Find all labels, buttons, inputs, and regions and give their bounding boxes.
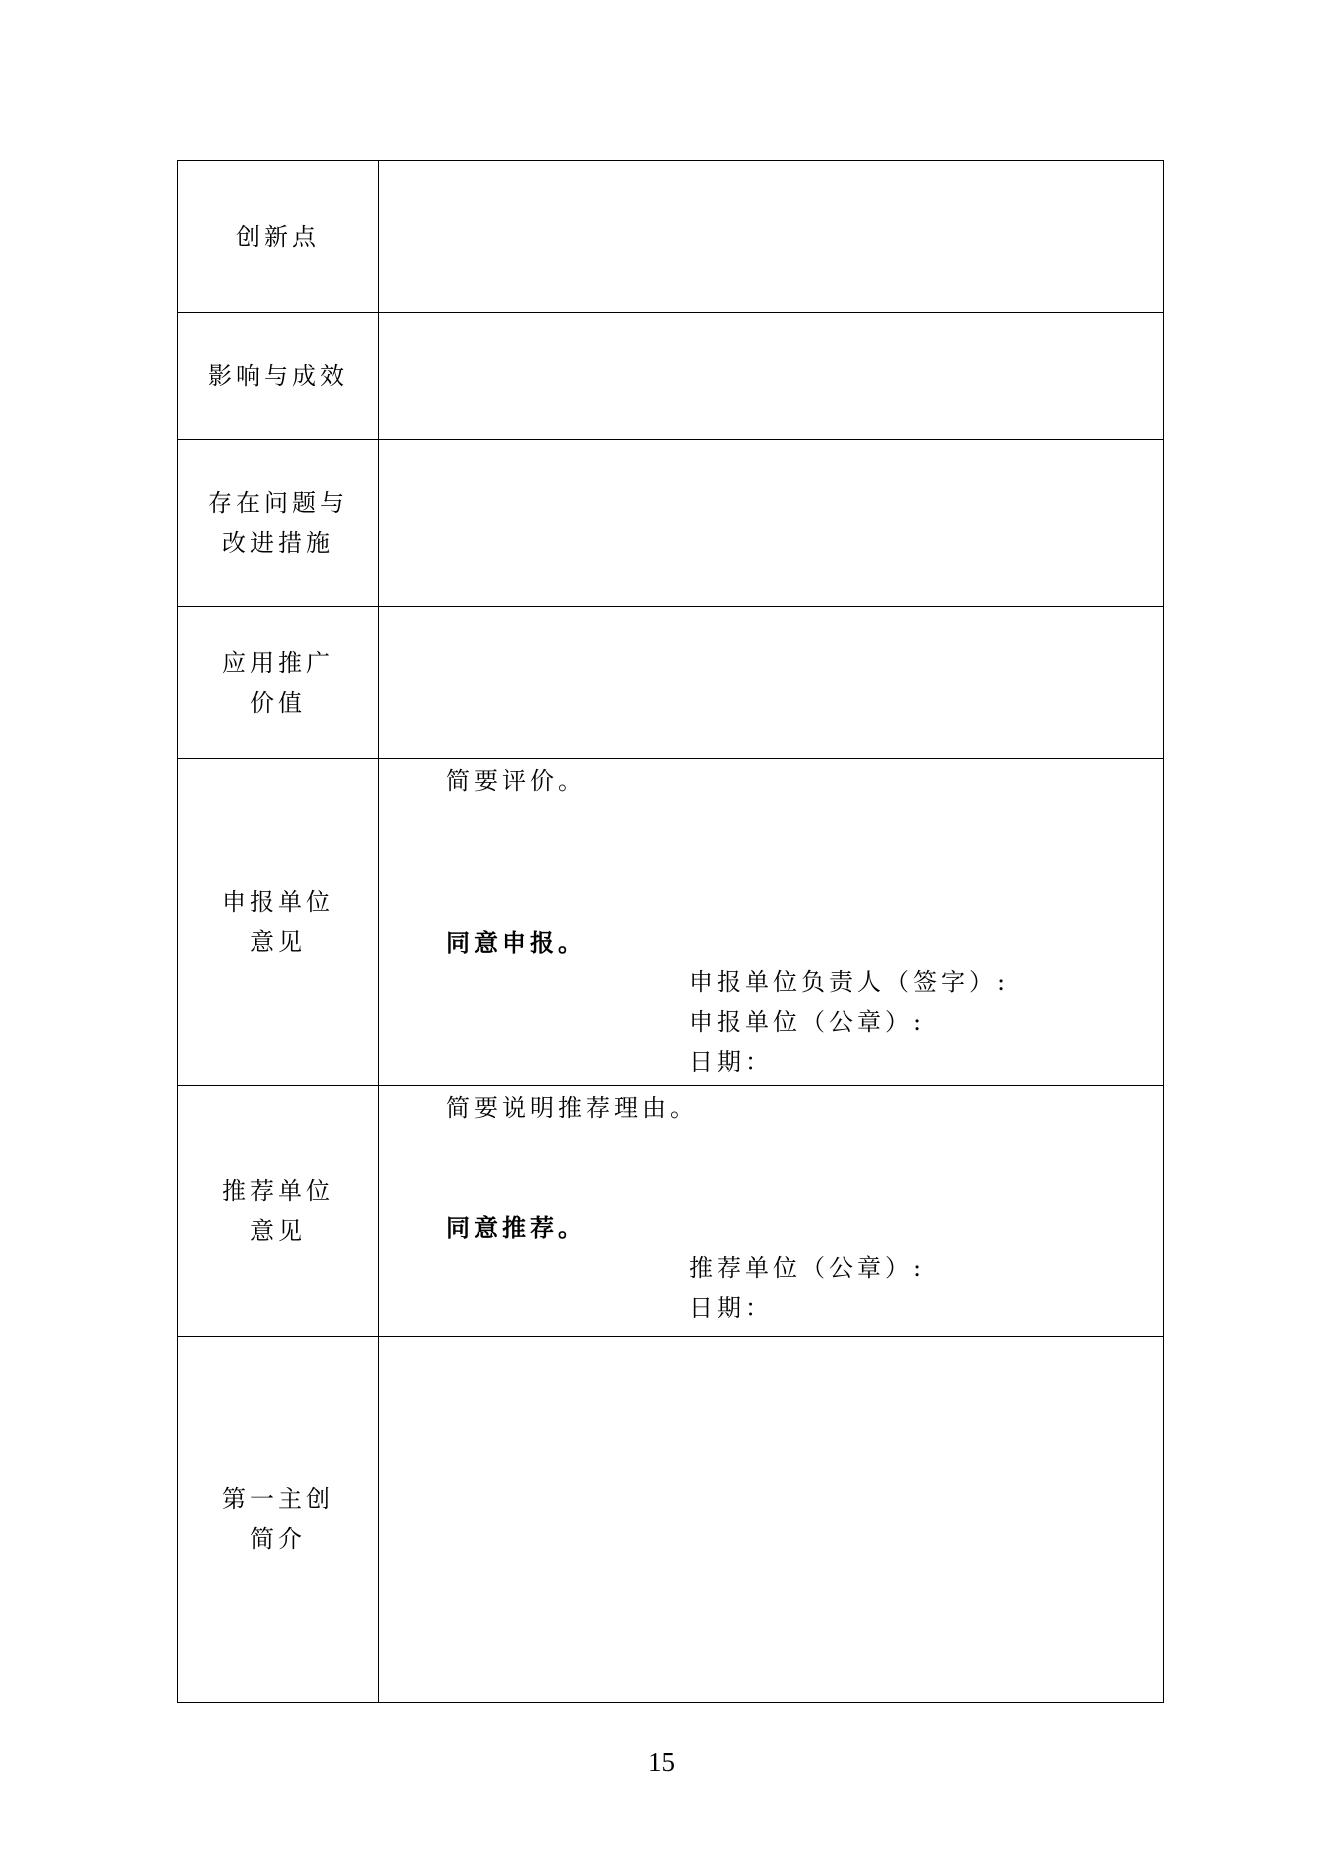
recommender-date: 日期： xyxy=(689,1293,773,1322)
content-promotion-value[interactable] xyxy=(379,607,1164,759)
label-promotion-value xyxy=(178,607,379,759)
content-applicant-opinion[interactable] xyxy=(379,759,1164,1085)
label-line: 意见 xyxy=(250,1216,306,1245)
applicant-signer: 申报单位负责人（签字）: xyxy=(689,968,1010,997)
recommender-prompt: 简要说明推荐理由。 xyxy=(446,1093,698,1122)
content-problems[interactable] xyxy=(379,440,1164,607)
label-applicant-opinion xyxy=(178,759,379,1085)
row-lead-creator xyxy=(178,1336,1164,1702)
content-lead-creator[interactable] xyxy=(379,1336,1164,1702)
row-impact xyxy=(178,313,1164,440)
label-line: 改进措施 xyxy=(222,529,334,558)
label-line: 申报单位 xyxy=(222,887,334,916)
applicant-date: 日期： xyxy=(689,1048,773,1077)
label-line: 创新点 xyxy=(236,222,320,251)
label-line: 意见 xyxy=(250,927,306,956)
content-recommender-opinion[interactable] xyxy=(379,1085,1164,1336)
label-problems xyxy=(178,440,379,607)
recommender-seal: 推荐单位（公章）: xyxy=(689,1253,926,1282)
label-line: 推荐单位 xyxy=(222,1176,334,1205)
label-line: 第一主创 xyxy=(222,1485,334,1514)
row-problems xyxy=(178,440,1164,607)
page-number: 15 xyxy=(648,1747,675,1777)
content-impact[interactable] xyxy=(379,313,1164,440)
label-impact xyxy=(178,313,379,440)
row-applicant-opinion xyxy=(178,759,1164,1085)
row-recommender-opinion xyxy=(178,1085,1164,1336)
recommender-agree: 同意推荐。 xyxy=(446,1212,586,1242)
label-line: 应用推广 xyxy=(222,648,334,677)
row-innovation xyxy=(178,161,1164,313)
label-recommender-opinion xyxy=(178,1085,379,1336)
application-form-table xyxy=(177,160,1164,1703)
row-promotion-value xyxy=(178,607,1164,759)
applicant-agree: 同意申报。 xyxy=(446,928,586,958)
content-innovation[interactable] xyxy=(379,161,1164,313)
applicant-prompt: 简要评价。 xyxy=(446,767,586,796)
applicant-seal: 申报单位（公章）: xyxy=(689,1008,926,1037)
label-line: 存在问题与 xyxy=(208,489,348,518)
label-lead-creator xyxy=(178,1336,379,1702)
label-innovation xyxy=(178,161,379,313)
label-line: 影响与成效 xyxy=(208,362,348,391)
label-line: 简介 xyxy=(250,1525,306,1554)
label-line: 价值 xyxy=(250,688,306,717)
